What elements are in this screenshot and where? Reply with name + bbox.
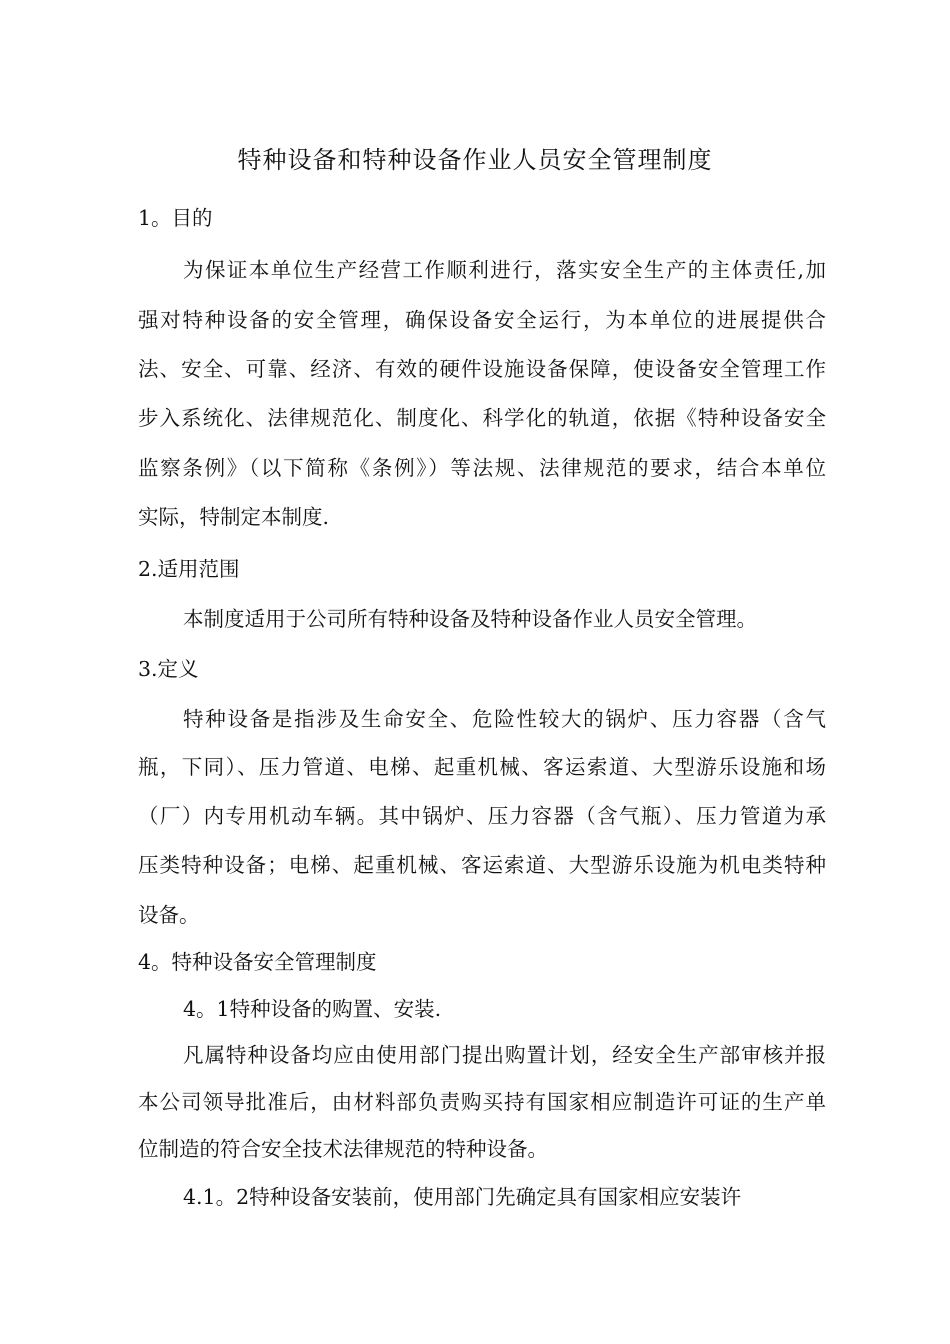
paragraph-line: 设备。: [138, 903, 200, 927]
paragraph-line: 压类特种设备；电梯、起重机械、客运索道、大型游乐设施为机电类特种: [138, 853, 826, 877]
section-heading-scope: 2.适用范围: [138, 557, 240, 581]
paragraph-line: 本制度适用于公司所有特种设备及特种设备作业人员安全管理。: [183, 607, 757, 631]
paragraph-line: 凡属特种设备均应由使用部门提出购置计划，经安全生产部审核并报: [183, 1043, 826, 1067]
section-heading-purpose: 1。目的: [138, 206, 213, 230]
paragraph-line: 步入系统化、法律规范化、制度化、科学化的轨道，依据《特种设备安全: [138, 406, 826, 430]
paragraph-line: 位制造的符合安全技术法律规范的特种设备。: [138, 1137, 548, 1161]
paragraph-line: 为保证本单位生产经营工作顺利进行，落实安全生产的主体责任,加: [183, 258, 826, 282]
paragraph-line: 实际，特制定本制度.: [138, 505, 330, 529]
paragraph-line: 强对特种设备的安全管理，确保设备安全运行，为本单位的进展提供合: [138, 308, 826, 332]
paragraph-line: 本公司领导批准后，由材料部负责购买持有国家相应制造许可证的生产单: [138, 1090, 826, 1114]
subsection-heading: 4。1特种设备的购置、安装.: [183, 997, 442, 1021]
paragraph-line: 4.1。2特种设备安装前，使用部门先确定具有国家相应安装许: [183, 1185, 742, 1209]
paragraph-line: 法、安全、可靠、经济、有效的硬件设施设备保障，使设备安全管理工作: [138, 357, 826, 381]
document-title: 特种设备和特种设备作业人员安全管理制度: [237, 146, 713, 174]
paragraph-line: 监察条例》（以下简称《条例》）等法规、法律规范的要求，结合本单位: [138, 456, 826, 480]
section-heading-definition: 3.定义: [138, 657, 199, 681]
section-heading-management: 4。特种设备安全管理制度: [138, 950, 377, 974]
paragraph-line: 瓶，下同）、压力管道、电梯、起重机械、客运索道、大型游乐设施和场: [138, 755, 826, 779]
paragraph-line: （厂）内专用机动车辆。其中锅炉、压力容器（含气瓶）、压力管道为承: [138, 804, 826, 828]
paragraph-line: 特种设备是指涉及生命安全、危险性较大的锅炉、压力容器（含气: [183, 707, 826, 731]
